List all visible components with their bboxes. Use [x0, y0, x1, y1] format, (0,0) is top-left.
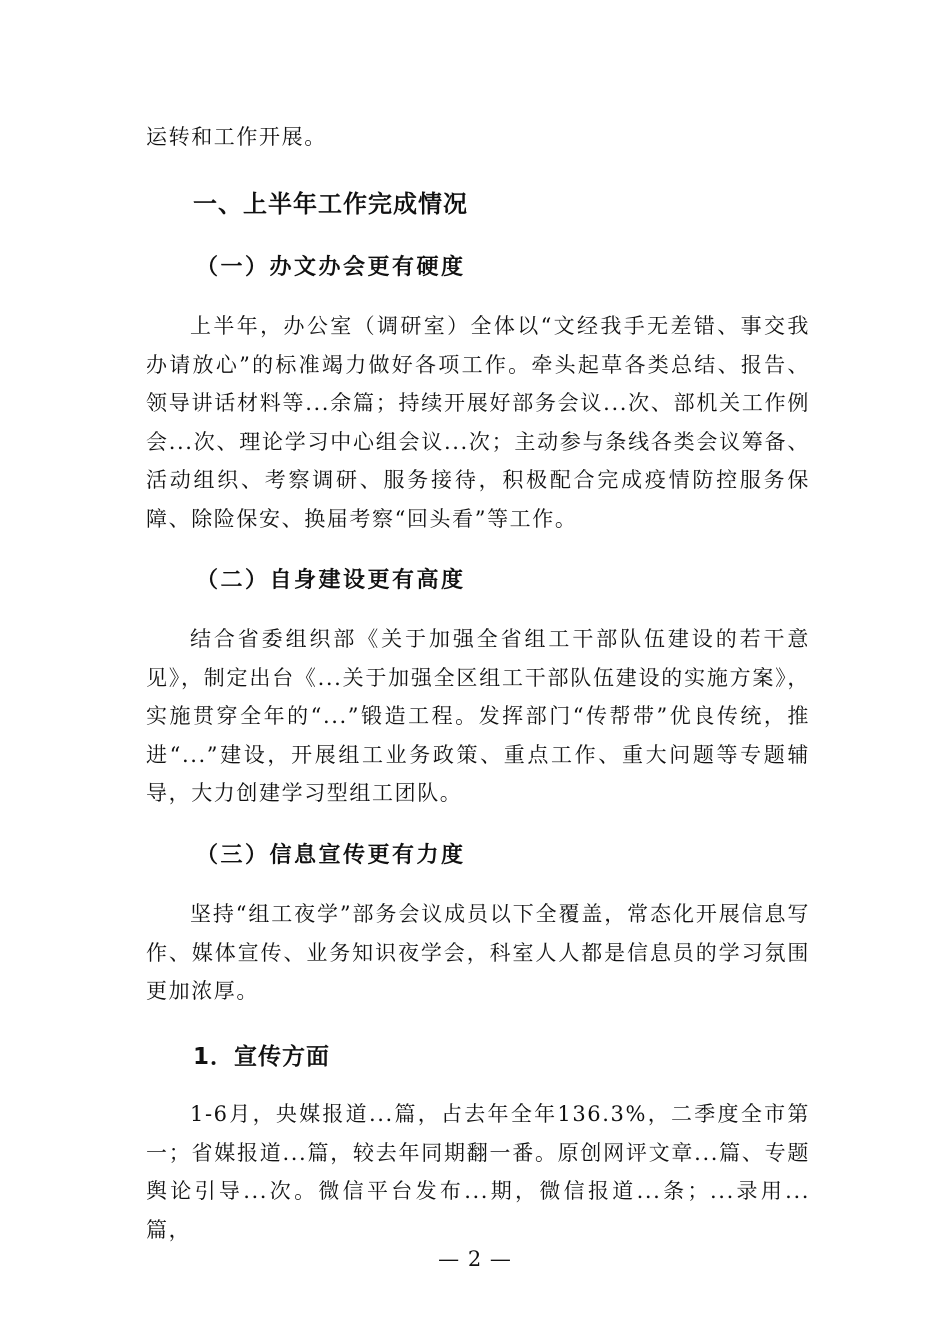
subsection-paragraph-2: 结合省委组织部《关于加强全省组工干部队伍建设的若干意见》，制定出台《...关于加强全区组工干部队伍建设的实施方案》，实施贯穿全年的“...”锻造工程。发挥部门“传帮带”优良传统，推进“...”建设，开展组工业务政策、重点工作、重大问题等专题辅导，大力创建学习型组工团队。 [146, 627, 810, 805]
subsection-paragraph-1: 上半年，办公室（调研室）全体以“文经我手无差错、事交我办请放心”的标准竭力做好各项工作。牵头起草各类总结、报告、领导讲话材料等...余篇；持续开展好部务会议...次、部机关工作例会...次、理论学习中心组会议...次；主动参与条线各类会议筹备、活动组织、考察调研、服务接待，积极配合完成疫情防控服务保障、除险保安、换届考察“回头看”等工作。 [146, 314, 810, 531]
item-paragraph: 1-6月，央媒报道...篇，占去年全年136.3%，二季度全市第一；省媒报道...篇，较去年同期翻一番。原创网评文章...篇、专题舆论引导...次。微信平台发布...期，微信报道...条；...录用...篇， [146, 1102, 810, 1242]
subsection-heading-3: （三）信息宣传更有力度 [196, 843, 466, 868]
section-heading: 一、上半年工作完成情况 [193, 190, 468, 218]
subsection-paragraph-3: 坚持“组工夜学”部务会议成员以下全覆盖，常态化开展信息写作、媒体宣传、业务知识夜学会，科室人人都是信息员的学习氛围更加浓厚。 [146, 902, 810, 1003]
continuation-paragraph: 运转和工作开展。 [146, 125, 327, 149]
subsection-heading-1: （一）办文办会更有硬度 [196, 255, 466, 280]
page-number: — 2 — [438, 1247, 512, 1271]
subsection-heading-2: （二）自身建设更有高度 [196, 568, 466, 593]
item-heading: 1．宣传方面 [193, 1044, 331, 1070]
